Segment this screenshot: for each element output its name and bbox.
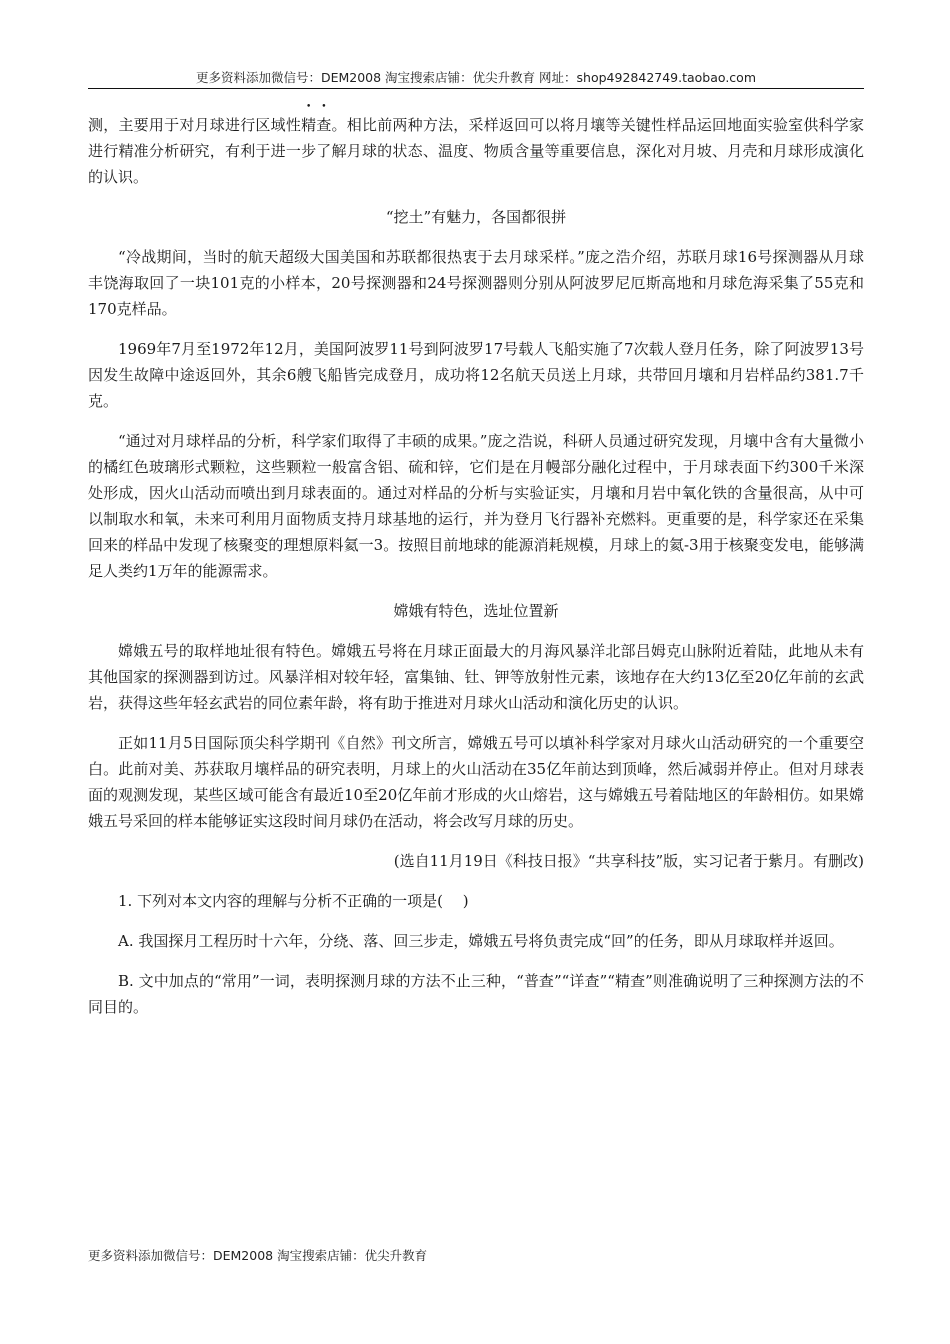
paragraph-text: 测，主要用于对月球进行区域性: [88, 116, 302, 134]
paragraph-3: “通过对月球样品的分析，科学家们取得了丰硕的成果。”庞之浩说，科研人员通过研究发现，月壤中含有大量微小的橘红色玻璃形式颗粒，这些颗粒一般富含铝、硫和锌，它们是在月幔部分融化过程中，于月球表面下约300千米深处形成，因火山活动而喷出到月球表面的。通过对样品的分析与实验证实，月壤和月岩中氧化铁的含量很高，从中可以制取水和氧，未来可利用月面物质支持月球基地的运行，并为登月飞行器补充燃料。更重要的是，科学家还在采集回来的样品中发现了核聚变的理想原料氦一3。按照目前地球的能源消耗规模，月球上的氦-3用于核聚变发电，能够满足人类约1万年的能源需求。: [88, 432, 864, 580]
question-stem: 1. 下列对本文内容的理解与分析不正确的一项是( ): [118, 892, 469, 910]
paragraph-intro: [88, 112, 864, 190]
page-footer: 更多资料添加微信号：DEM2008 淘宝搜索店铺：优尖升教育: [88, 1248, 428, 1263]
section-heading-2: 嫦娥有特色，选址位置新: [393, 602, 559, 620]
header-divider: [88, 88, 864, 89]
paragraph-1: “冷战期间，当时的航天超级大国美国和苏联都很热衷于去月球采样。”庞之浩介绍，苏联月球16号探测器从月球丰饶海取回了一块101克的小样本，20号探测器和24号探测器则分别从阿波罗尼厄斯高地和月球危海采集了55克和170克样品。: [88, 248, 864, 318]
paragraph-2: 1969年7月至1972年12月，美国阿波罗11号到阿波罗17号载人飞船实施了7次载人登月任务，除了阿波罗13号因发生故障中途返回外，其余6艘飞船皆完成登月，成功将12名航天员送上月球，共带回月壤和月岩样品约381.7千克。: [88, 340, 864, 410]
paragraph-5: 正如11月5日国际顶尖科学期刊《自然》刊文所言，嫦娥五号可以填补科学家对月球火山活动研究的一个重要空白。此前对美、苏获取月壤样品的研究表明，月球上的火山活动在35亿年前达到顶峰，然后减弱并停止。但对月球表面的观测发现，某些区域可能含有最近10至20亿年前才形成的火山熔岩，这与嫦娥五号着陆地区的年龄相仿。如果嫦娥五号采回的样本能够证实这段时间月球仍在活动，将会改写月球的历史。: [88, 734, 864, 830]
option-b: B. 文中加点的“常用”一词，表明探测月球的方法不止三种，“普查”“详查”“精查”则准确说明了三种探测方法的不同目的。: [88, 972, 864, 1016]
page-header: 更多资料添加微信号：DEM2008 淘宝搜索店铺：优尖升教育 网址：shop492842749.taobao.com: [195, 70, 757, 85]
paragraph-4: 嫦娥五号的取样地址很有特色。嫦娥五号将在月球正面最大的月海风暴洋北部吕姆克山脉附近着陆，此地从未有其他国家的探测器到访过。风暴洋相对较年轻，富集铀、钍、钾等放射性元素，该地存在大约13亿至20亿年前的玄武岩，获得这些年轻玄武岩的同位素年龄，将有助于推进对月球火山活动和演化历史的认识。: [88, 642, 864, 712]
document-body: [88, 112, 864, 1034]
section-heading-1: “挖土”有魅力，各国都很拼: [385, 208, 567, 226]
emphasis-dot-char: 查: [316, 116, 332, 134]
paragraph-text: 。相比前两种方法，采样返回可以将月壤等关键性样品运回地面实验室供科学家进行精准分析研究，有利于进一步了解月球的状态、温度、物质含量等重要信息，深化对月坡、月壳和月球形成演化的认识。: [88, 116, 864, 186]
source-citation: (选自11月19日《科技日报》“共享科技”版，实习记者于紫月。有删改): [393, 852, 864, 870]
emphasis-dot-char: 精: [301, 116, 317, 134]
option-a: A. 我国探月工程历时十六年，分绕、落、回三步走，嫦娥五号将负责完成“回”的任务，即从月球取样并返回。: [118, 932, 844, 950]
